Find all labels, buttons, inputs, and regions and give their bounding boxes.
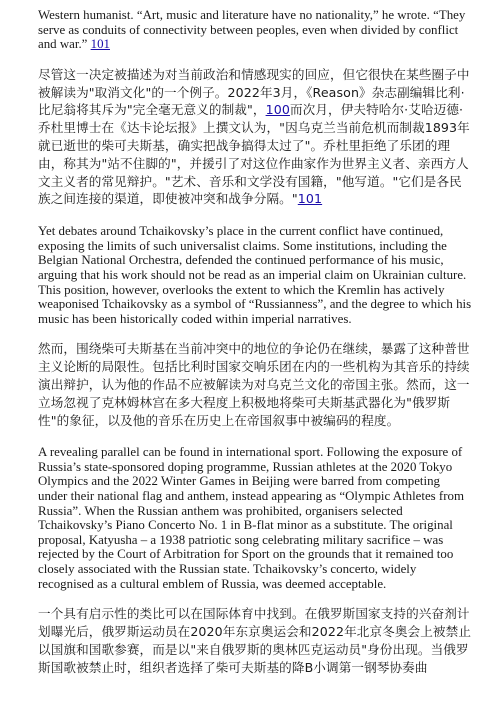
paragraph-text: Western humanist. “Art, music and literature have no nationality,” he wrote. “They serve as conduits of connectivity between peoples, even when divided by conflict and war.”	[38, 8, 466, 52]
paragraph-zh-3	[38, 605, 472, 676]
reference-link-101[interactable]: 101	[297, 191, 323, 207]
paragraph-text: 一个具有启示性的类比可以在国际体育中找到。在俄罗斯国家支持的兴奋剂计划曝光后，俄罗斯运动员在2020年东京奥运会和2022年北京冬奥会上被禁止以国旗和国歌参赛，而是以"来自俄罗斯的奥林匹克运动员"身份出现。当俄罗斯国歌被禁止时，组织者选择了柴可夫斯基的降B小调第一钢琴协奏曲	[38, 606, 472, 675]
paragraph-en-3	[38, 445, 472, 591]
paragraph-text: A revealing parallel can be found in international sport. Following the exposure of Russia’s state-sponsored doping programme, Russian athletes at the 2020 Tokyo Olympics and the 2022 Winter Games in Beijing were barred from competing under their national flag and anthem, instead appearing as “Olympic Athletes from Russia”. When the Russian anthem was prohibited, organisers selected Tchaikovsky’s Piano Concerto No. 1 in B-flat minor as a substitute. The original proposal, Katyusha – a 1938 patriotic song celebrating military sacrifice – was rejected by the Court of Arbitration for Sport on the grounds that it remained too closely associated with the Russian state. Tchaikovsky’s concerto, widely recognised as a cultural emblem of Russia, was deemed acceptable.	[38, 445, 464, 591]
paragraph-text: 尽管这一决定被描述为对当前政治和情感现实的回应，但它很快在某些圈子中被解读为"取消文化"的一个例子。2022年3月，《Reason》杂志副编辑比利·比尼翁将其斥为"完全毫无意义的制裁"，	[38, 66, 470, 118]
paragraph-zh-1	[38, 66, 472, 208]
paragraph-zh-2	[38, 340, 472, 429]
paragraph-text: 而次月，伊夫特哈尔·艾哈迈德·乔杜里博士在《达卡论坛报》上撰文认为，"因乌克兰当前危机而制裁1893年就已逝世的柴可夫斯基，确实把战争搞得太过了"。乔杜里拒绝了乐团的理由，称其为"站不住脚的"，并援引了对这位作曲家作为世界主义者、亲西方人文主义者的常见辩护。"艺术、音乐和文学没有国籍，"他写道。"它们是各民族之间连接的渠道，即使被冲突和战争分隔。"	[38, 102, 470, 207]
paragraph-en-2	[38, 224, 472, 326]
paragraph-text: 然而，围绕柴可夫斯基在当前冲突中的地位的争论仍在继续，暴露了这种普世主义论断的局限性。包括比利时国家交响乐团在内的一些机构为其音乐的持续演出辩护，认为他的作品不应被解读为对乌克兰文化的帝国主张。然而，这一立场忽视了克林姆林宫在多大程度上积极地将柴可夫斯基武器化为"俄罗斯性"的象征，以及他的音乐在历史上在帝国叙事中被编码的程度。	[38, 341, 470, 428]
reference-link-100[interactable]: 100	[265, 102, 290, 118]
reference-link-101[interactable]: 101	[90, 37, 110, 52]
paragraph-text: Yet debates around Tchaikovsky’s place in the current conflict have continued, exposing the limits of such universalist claims. Some institutions, including the Belgian National Orchestra, defended the continued performance of his music, arguing that his work should not be read as an imperial claim on Ukrainian culture. This position, however, overlooks the extent to which the Kremlin has actively weaponised Tchaikovsky as a symbol of “Russianness”, and the degree to which his music has been historically coded within imperial narratives.	[38, 224, 472, 326]
paragraph-en-1	[38, 8, 472, 52]
